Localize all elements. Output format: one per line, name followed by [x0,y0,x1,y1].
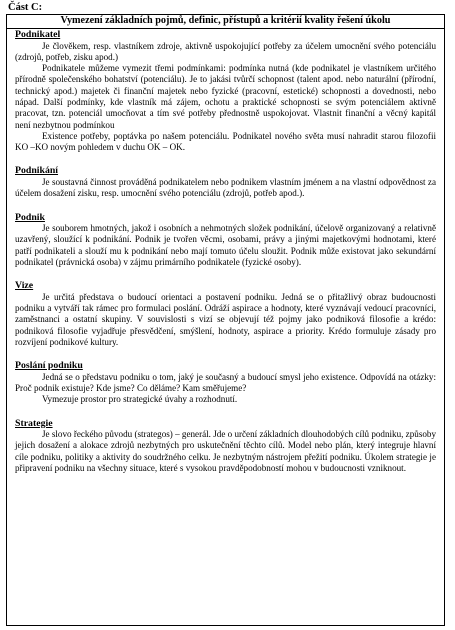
paragraph: Je slovo řeckého původu (strategos) – generál. Jde o určení základních dlouhodobých cílů podniku, způsoby jejich dosažení a alokace zdrojů nezbytných pro uskutečnění těchto cílů. Model nebo plán, který integruje hlavní cíle podniku, politiky a aktivity do soudržného celku. Je nezbytným nástrojem přežití podniku. Úkolem strategie je připravení podniku na všechny situace, které s vysokou pravděpodobností mohou v budoucnosti vzniknout. [15,429,436,474]
paragraph: Vymezuje prostor pro strategické úvahy a rozhodnutí. [42,394,238,405]
section-vize [15,280,436,348]
section-heading: Podnikatel [15,29,61,40]
content [7,29,444,474]
part-title: Část C: [8,2,43,13]
section-podnikatel [15,29,436,153]
content-box [6,14,445,626]
section-podnik [15,212,436,269]
section-heading: Podnik [15,211,45,223]
paragraph: Je určitá představa o budoucí orientaci a postavení podniku. Jedná se o přitažlivý obraz budoucnosti podniku a vytváří tak rámec pro formulaci poslání. Odráží aspirace a hodnoty, které vyznávají vedoucí pracovníci, zaměstnanci a ostatní skupiny. V souvislosti s vizí se objevují též pojmy jako podniková filosofie a krédo: podniková filosofie vyjadřuje přesvědčení, smýšlení, hodnoty, aspirace a priority. Krédo formuluje zásady pro rozvíjení podnikové kultury. [15,291,436,347]
section-heading: Poslání podniku [15,360,83,372]
paragraph: Existence potřeby, poptávka po našem potenciálu. Podnikatel nového světa musí nahradit starou filozofii KO –KO novým pohledem v duchu OK – OK. [15,130,436,153]
section-heading: Strategie [15,417,53,429]
paragraph: Jedná se o představu podniku o tom, jaký je současný a budoucí smysl jeho existence. Odpovídá na otázky: Proč podnik existuje? Kde jsme? Co děláme? Kam směřujeme? [15,371,436,394]
section-podnikani [15,165,436,199]
paragraph: Podnikatele můžeme vymezit třemi podmínkami: podmínka nutná (kde podnikatel je vlastníkem určitého přírodně společenského bohatství (potenciálu). Je to jakási tvůrčí schopnost (talent apod. nebo naturální (přírodní, technický apod.) majetek či finanční majetek nebo fyzické (pracovní, estetické) schopnosti a dovednosti, nebo nápad. Další podmínky, kde vlastník má zájem, ochotu a praktické schopnosti se svým potenciálem aktivně pracovat, tzn. potenciál umocňovat a tím své potřeby přednostně uspokojovat. Vlastnit finanční a věcný kapitál není nezbytnou podmínkou [15,63,436,130]
section-poslani-podniku [15,360,436,405]
paragraph: Je souborem hmotných, jakož i osobních a nehmotných složek podnikání, účelově organizovaný a relativně uzavřený, sloužící k podnikání. Podnik je tvořen věcmi, osobami, právy a jinými majetkovými hodnotami, které patří podnikateli a slouží mu k podnikání nebo mají tomuto účelu sloužit. Podnik může existovat jako sekundární podnikatel (právnická osoba) v zájmu primárního podnikatele (fyzické osoby). [15,223,436,267]
section-heading: Podnikání [15,165,59,177]
section-strategie [15,418,436,475]
box-title: Vymezení základních pojmů, definic, přístupů a kritérií kvality řešení úkolu [7,15,444,29]
paragraph: Je člověkem, resp. vlastníkem zdroje, aktivně uspokojující potřeby za účelem umocnění svého potenciálu (zdrojů, potřeb, zisku apod.) [15,40,436,62]
paragraph: Je soustavná činnost prováděná podnikatelem nebo podnikem vlastním jménem a na vlastní odpovědnost za účelem dosažení zisku, resp. umocnění svého potenciálu (zdrojů, potřeb apod.). [15,176,436,199]
section-heading: Vize [15,280,34,292]
